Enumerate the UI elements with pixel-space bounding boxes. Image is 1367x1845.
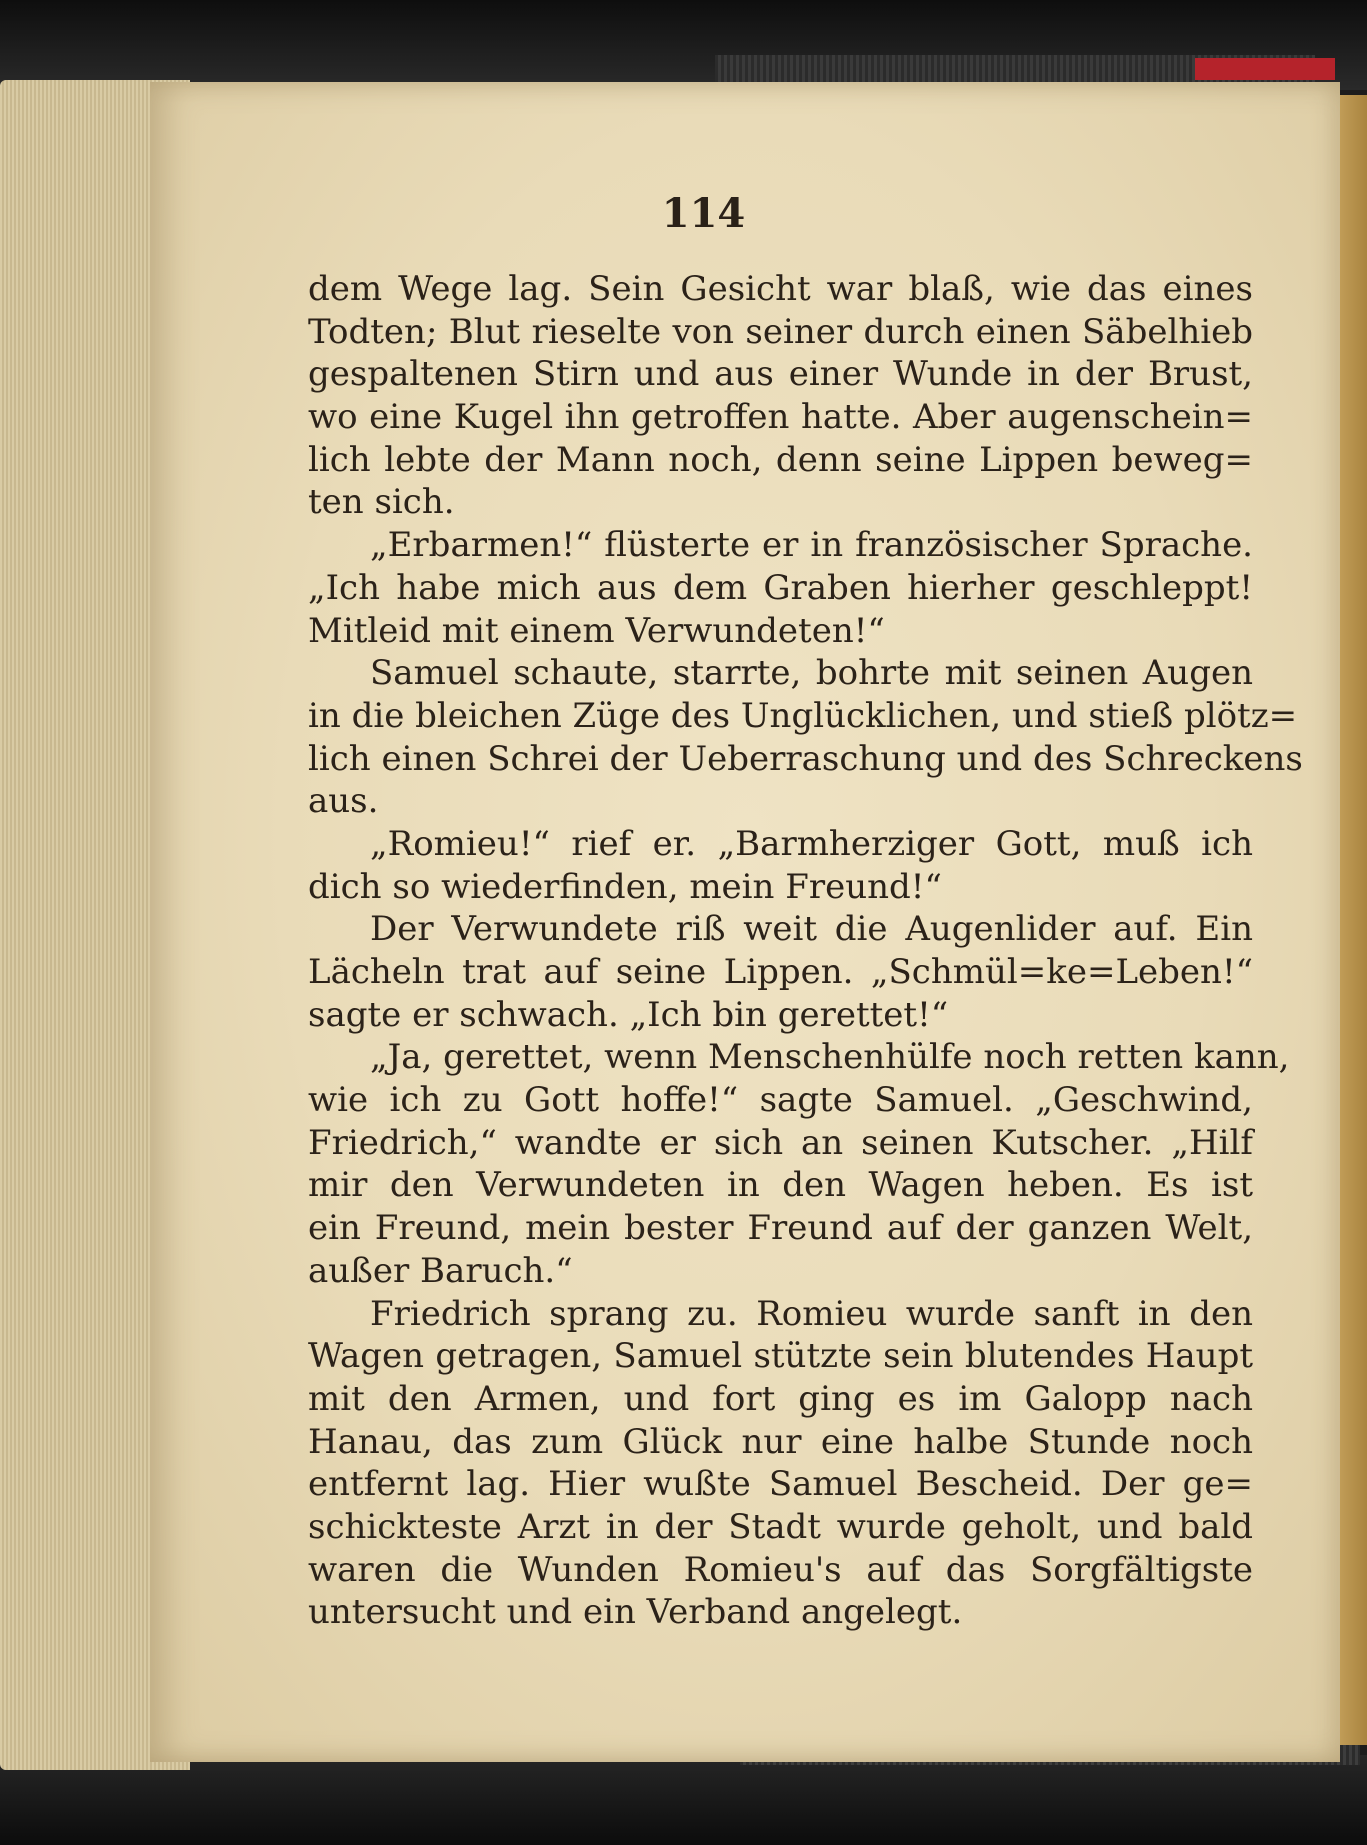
text-line: waren die Wunden Romieu's auf das Sorgfältigste	[308, 1549, 1253, 1590]
text-line: mir den Verwundeten in den Wagen heben. Es ist	[308, 1165, 1253, 1206]
text-line: dich so wiederfinden, mein Freund!“	[308, 866, 942, 907]
text-line: in die bleichen Züge des Unglücklichen, und stieß plötz=	[308, 695, 1298, 736]
text-line: ein Freund, mein bester Freund auf der ganzen Welt,	[308, 1208, 1253, 1249]
text-line: „Romieu!“ rief er. „Barmherziger Gott, muß ich	[370, 823, 1253, 864]
text-line: wie ich zu Gott hoffe!“ sagte Samuel. „Geschwind,	[308, 1080, 1253, 1121]
text-line: Wagen getragen, Samuel stützte sein blutendes Haupt	[308, 1336, 1253, 1377]
book-cover-bottom	[0, 1755, 1367, 1845]
bookmark-ribbon	[1195, 58, 1335, 80]
page-text	[308, 268, 1303, 1634]
text-line: lich lebte der Mann noch, denn seine Lippen beweg=	[308, 439, 1253, 480]
text-line: schickteste Arzt in der Stadt wurde geholt, und bald	[308, 1506, 1253, 1547]
text-line: Hanau, das zum Glück nur eine halbe Stunde noch	[308, 1421, 1253, 1462]
text-line: aus.	[308, 781, 379, 822]
text-line: Todten; Blut rieselte von seiner durch einen Säbelhieb	[308, 311, 1253, 352]
page-number: 114	[661, 190, 746, 237]
text-line: sagte er schwach. „Ich bin gerettet!“	[308, 994, 949, 1035]
text-line: „Erbarmen!“ flüsterte er in französischer Sprache.	[370, 525, 1253, 566]
text-line: „Ich habe mich aus dem Graben hierher geschleppt!	[308, 567, 1253, 608]
text-line: Lächeln trat auf seine Lippen. „Schmül=ke=Leben!“	[308, 952, 1253, 992]
text-line: dem Wege lag. Sein Gesicht war blaß, wie das eines	[308, 269, 1253, 309]
text-line: Friedrich,“ wandte er sich an seinen Kutscher. „Hilf	[308, 1122, 1253, 1163]
text-line: Samuel schaute, starrte, bohrte mit seinen Augen	[370, 653, 1253, 694]
text-line: untersucht und ein Verband angelegt.	[308, 1592, 963, 1633]
text-line: lich einen Schrei der Ueberraschung und des Schreckens	[308, 738, 1303, 779]
text-line: Mitleid mit einem Verwundeten!“	[308, 610, 885, 651]
text-line: „Ja, gerettet, wenn Menschenhülfe noch retten kann,	[370, 1037, 1290, 1078]
text-line: mit den Armen, und fort ging es im Galopp nach	[308, 1378, 1253, 1419]
text-line: Friedrich sprang zu. Romieu wurde sanft in den	[370, 1293, 1253, 1334]
text-line: gespaltenen Stirn und aus einer Wunde in der Brust,	[308, 354, 1253, 395]
text-line: außer Baruch.“	[308, 1250, 573, 1291]
text-line: wo eine Kugel ihn getroffen hatte. Aber augenschein=	[308, 397, 1253, 438]
text-line: entfernt lag. Hier wußte Samuel Bescheid. Der ge=	[308, 1464, 1253, 1505]
text-line: ten sich.	[308, 482, 455, 523]
text-line: Der Verwundete riß weit die Augenlider auf. Ein	[370, 909, 1253, 950]
